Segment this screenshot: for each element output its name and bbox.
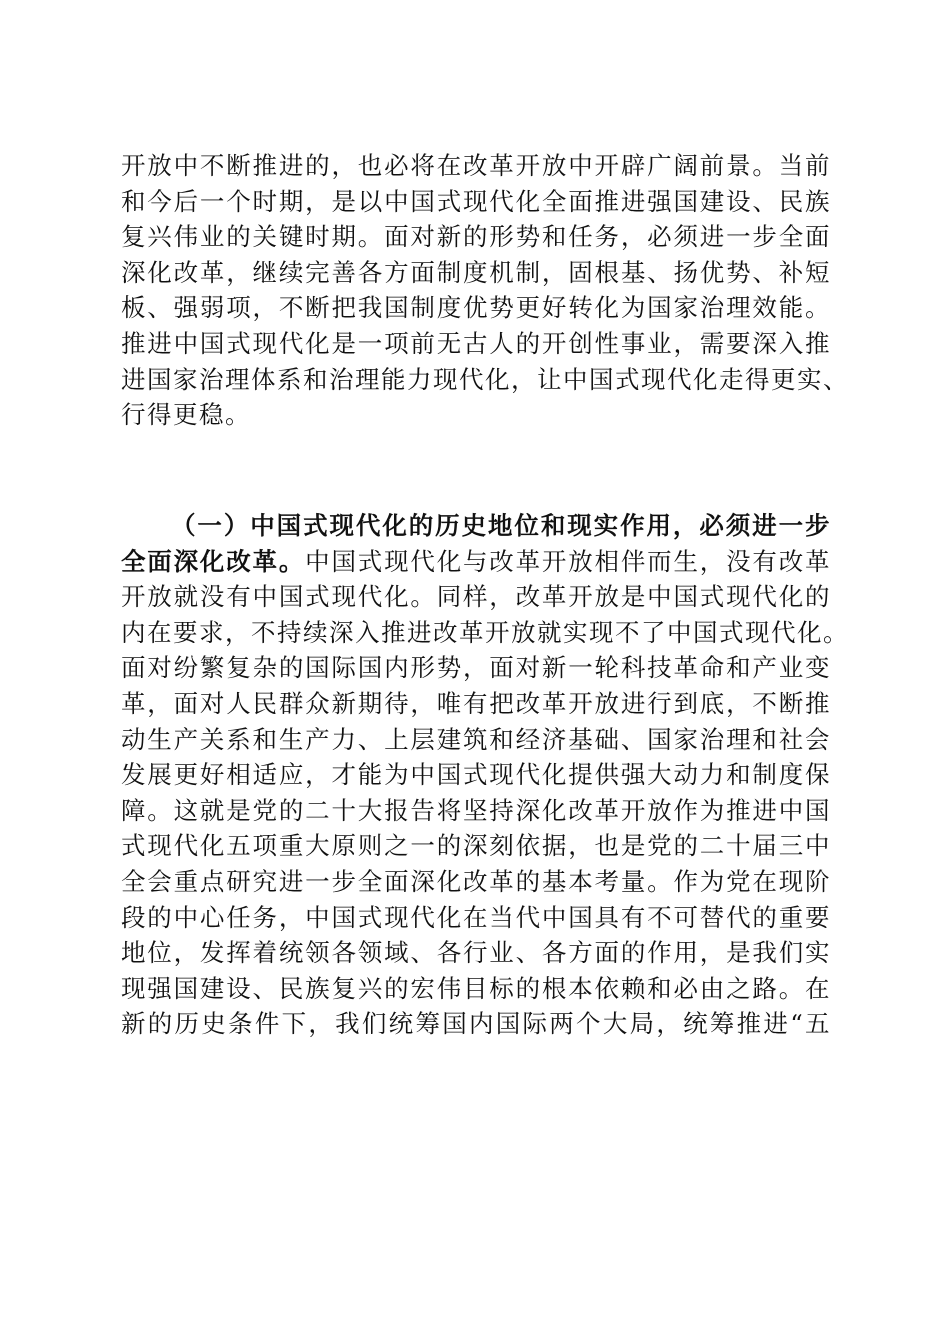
text-line: 板、强弱项，不断把我国制度优势更好转化为国家治理效能。 [121, 293, 831, 323]
paragraph-section-1 [121, 508, 849, 1042]
text-line: 开放就没有中国式现代化。同样，改革开放是中国式现代化的 [121, 582, 831, 612]
text-line: 革，面对人民群众新期待，唯有把改革开放进行到底，不断推 [121, 688, 831, 718]
text-line: 和今后一个时期，是以中国式现代化全面推进强国建设、民族 [121, 186, 831, 216]
section-heading: （一）中国式现代化的历史地位和现实作用，必须进一步 [171, 511, 831, 540]
text-line: 行得更稳。 [121, 400, 251, 430]
text-line [121, 544, 831, 580]
text-line: 段的中心任务，中国式现代化在当代中国具有不可替代的重要 [121, 902, 831, 932]
text-line: 地位，发挥着统领各领域、各行业、各方面的作用，是我们实 [121, 938, 831, 968]
text-line: 发展更好相适应，才能为中国式现代化提供强大动力和制度保 [121, 760, 831, 790]
text-line: 新的历史条件下，我们统筹国内国际两个大局，统筹推进“五 [121, 1009, 831, 1039]
text-line: 深化改革，继续完善各方面制度机制，固根基、扬优势、补短 [121, 257, 831, 287]
text-line: 推进中国式现代化是一项前无古人的开创性事业，需要深入推 [121, 328, 831, 358]
text-run: 中国式现代化与改革开放相伴而生，没有改革 [305, 546, 832, 576]
text-line: 动生产关系和生产力、上层建筑和经济基础、国家治理和社会 [121, 724, 831, 754]
text-line: 现强国建设、民族复兴的宏伟目标的根本依赖和必由之路。在 [121, 973, 831, 1003]
text-line: 进国家治理体系和治理能力现代化，让中国式现代化走得更实、 [121, 364, 849, 394]
text-line: 障。这就是党的二十大报告将坚持深化改革开放作为推进中国 [121, 795, 831, 825]
text-line: 式现代化五项重大原则之一的深刻依据，也是党的二十届三中 [121, 831, 831, 861]
text-line: 复兴伟业的关键时期。面对新的形势和任务，必须进一步全面 [121, 222, 831, 252]
paragraph-intro [121, 148, 849, 433]
text-line: 全会重点研究进一步全面深化改革的基本考量。作为党在现阶 [121, 866, 831, 896]
text-line: 内在要求，不持续深入推进改革开放就实现不了中国式现代化。 [121, 617, 849, 647]
section-heading-end: 全面深化改革。 [121, 546, 306, 576]
text-line: 开放中不断推进的，也必将在改革开放中开辟广阔前景。当前 [121, 151, 831, 180]
text-line: 面对纷繁复杂的国际国内形势，面对新一轮科技革命和产业变 [121, 653, 831, 683]
